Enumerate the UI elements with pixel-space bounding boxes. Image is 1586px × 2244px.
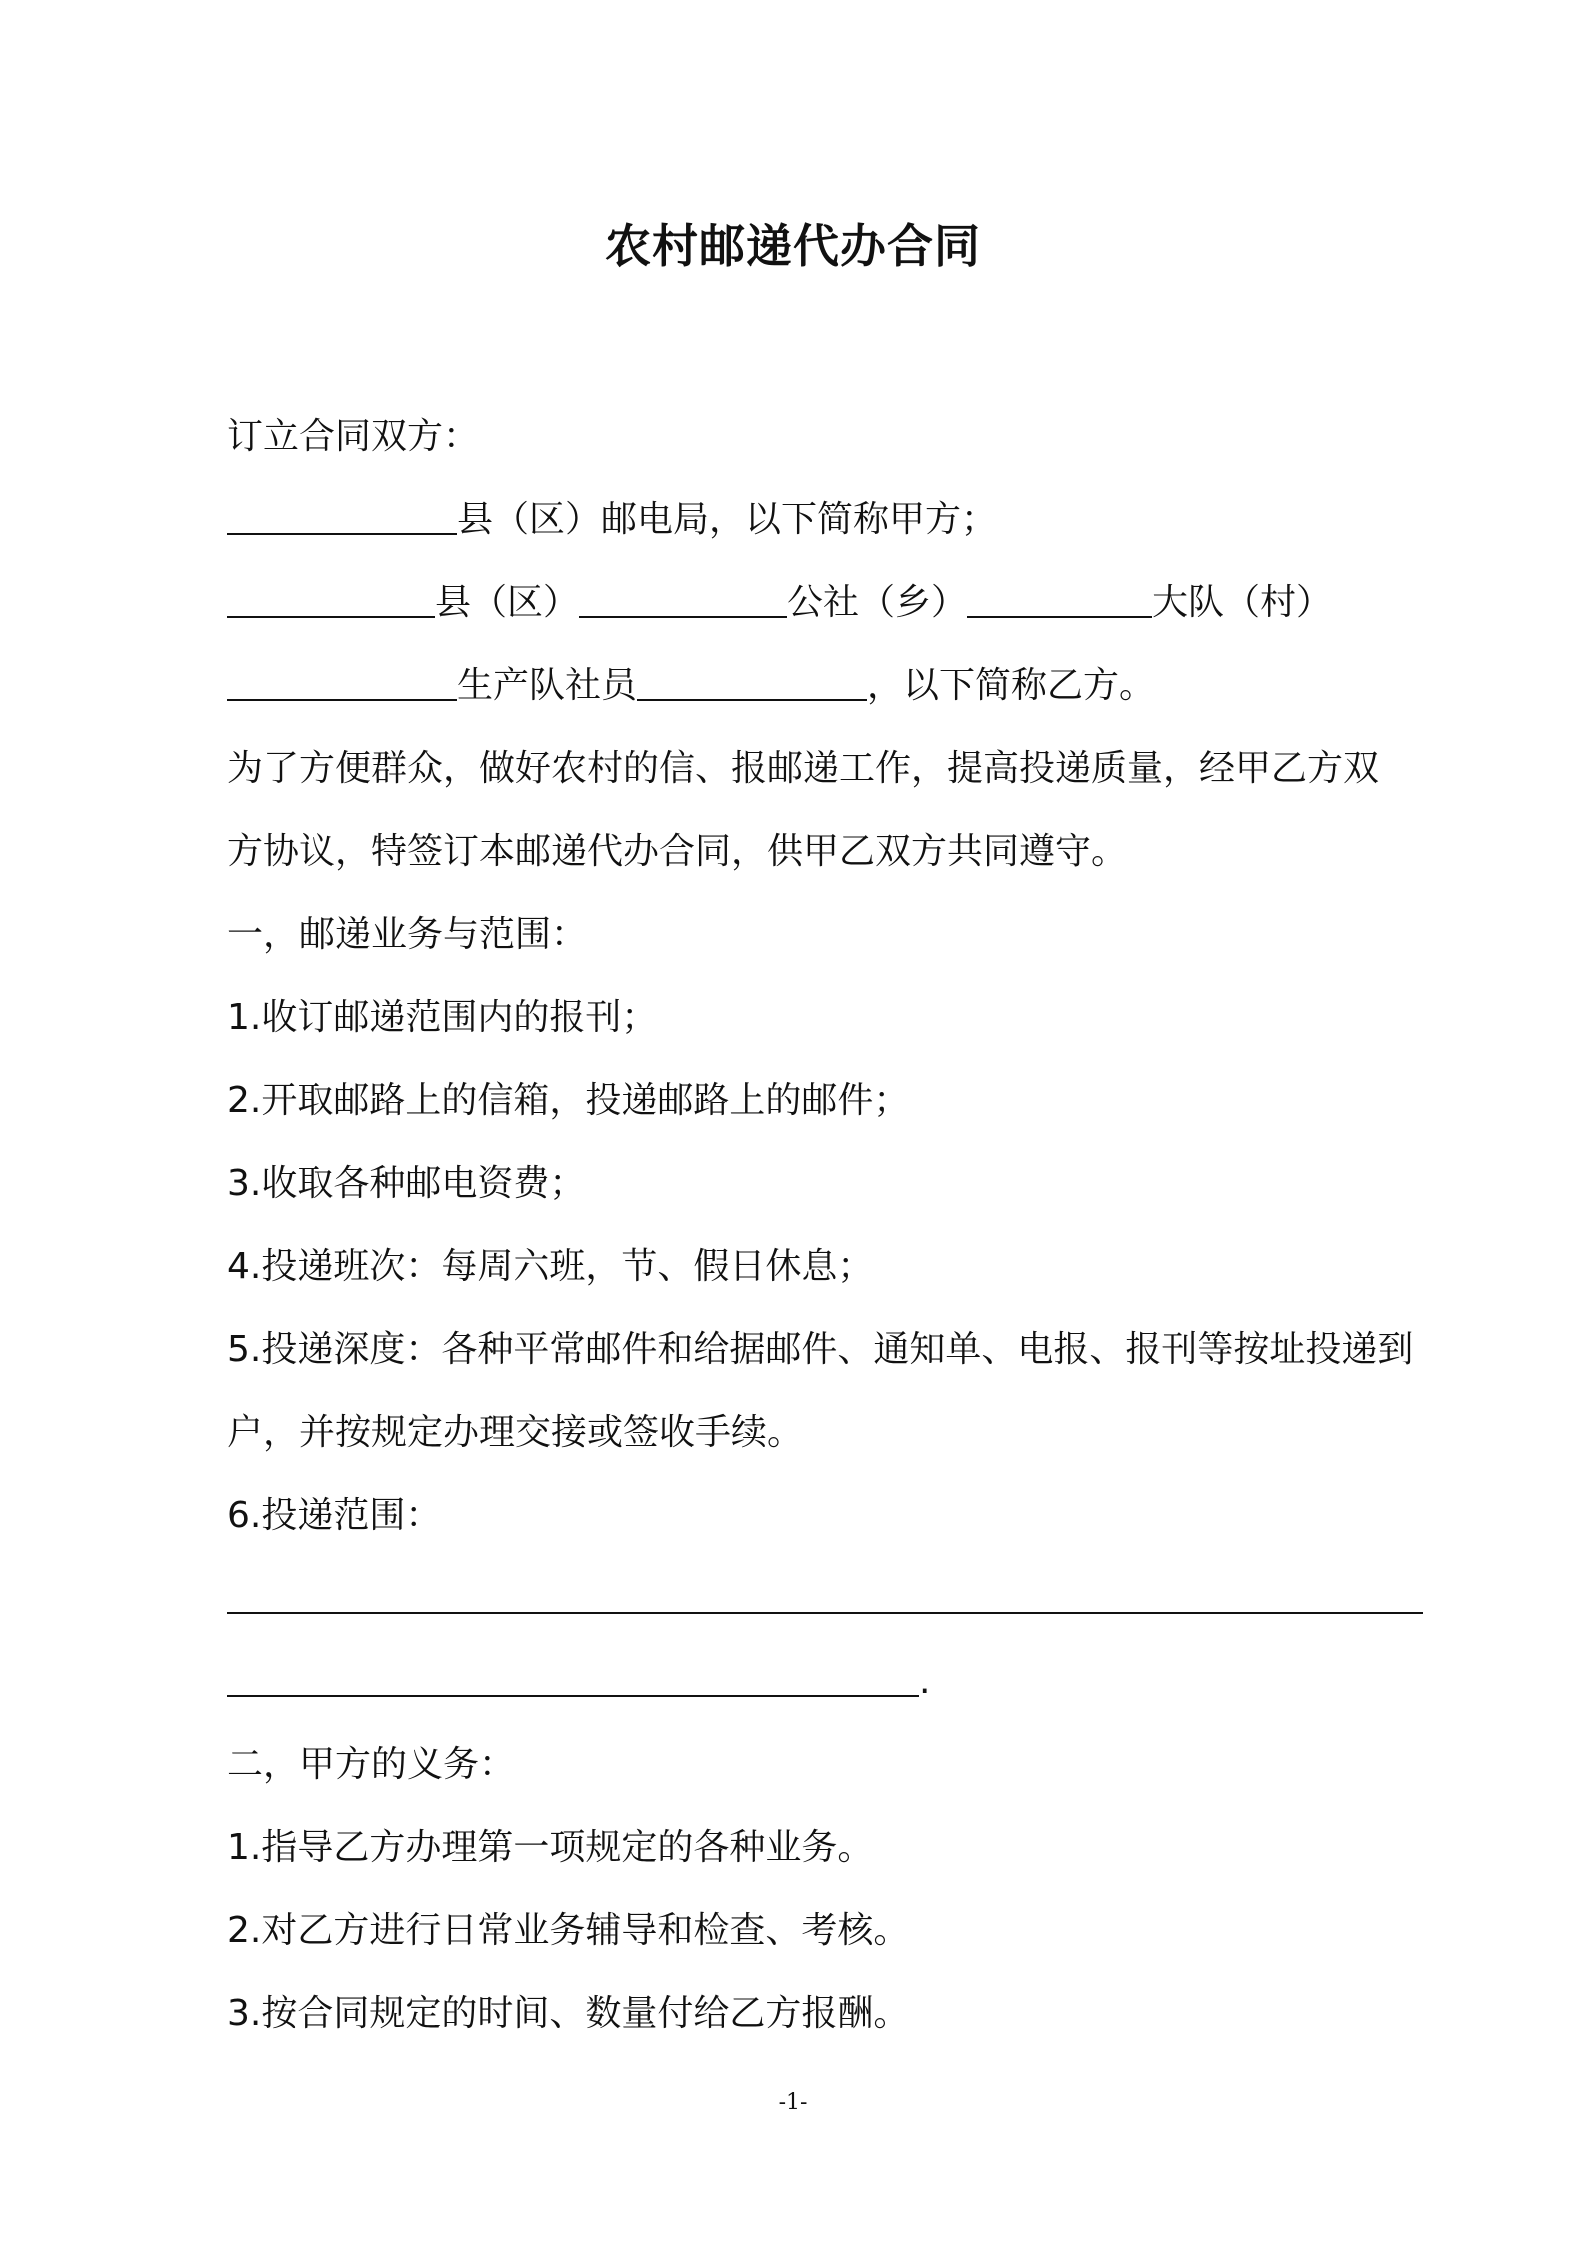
commune-label: 公社（乡） [787,582,968,623]
party-a-text: 县（区）邮电局，以下简称甲方； [457,499,998,540]
county-label: 县（区） [435,582,580,623]
team-blank[interactable] [227,659,457,701]
section-1-heading: 一，邮递业务与范围： [227,914,588,955]
document-title: 农村邮递代办合同 [605,219,981,273]
county-blank[interactable] [227,493,457,535]
delivery-range-line-1 [227,1569,1467,1629]
team-label: 生产队社员 [457,665,638,706]
page-number: -1- [778,2090,808,2115]
section-2-item: 3.按合同规定的时间、数量付给乙方报酬。 [227,1993,910,2034]
section-1-item-5-cont: 户，并按规定办理交接或签收手续。 [227,1412,804,1453]
section-2-item: 2.对乙方进行日常业务辅导和检查、考核。 [227,1910,910,1951]
preamble-line: 为了方便群众，做好农村的信、报邮递工作，提高投递质量，经甲乙方双 [227,748,1380,789]
section-1-item: 2.开取邮路上的信箱，投递邮路上的邮件； [227,1080,910,1121]
section-1-item: 4.投递班次：每周六班，节、假日休息； [227,1246,874,1287]
county-blank[interactable] [227,576,435,618]
party-b-line-1 [227,573,1467,633]
delivery-range-blank[interactable] [227,1655,919,1697]
preamble-line: 方协议，特签订本邮递代办合同，供甲乙双方共同遵守。 [227,831,1128,872]
section-1-item: 3.收取各种邮电资费； [227,1163,586,1204]
section-1-item-6: 6.投递范围： [227,1495,442,1536]
brigade-label: 大队（村） [1152,582,1333,623]
member-name-blank[interactable] [637,659,867,701]
party-b-line-2 [227,656,1467,716]
delivery-range-blank[interactable] [227,1572,1423,1614]
brigade-blank[interactable] [967,576,1152,618]
parties-heading: 订立合同双方： [227,416,480,457]
section-1-item: 1.收订邮递范围内的报刊； [227,997,658,1038]
delivery-range-line-2 [227,1652,1467,1712]
party-a-line [227,490,1467,550]
section-2-heading: 二，甲方的义务： [227,1744,516,1785]
section-2-item: 1.指导乙方办理第一项规定的各种业务。 [227,1827,874,1868]
delivery-range-end: . [919,1661,931,1702]
section-1-item-5: 5.投递深度：各种平常邮件和给据邮件、通知单、电报、报刊等按址投递到 [227,1329,1414,1370]
commune-blank[interactable] [579,576,787,618]
party-b-text: ，以下简称乙方。 [867,665,1156,706]
